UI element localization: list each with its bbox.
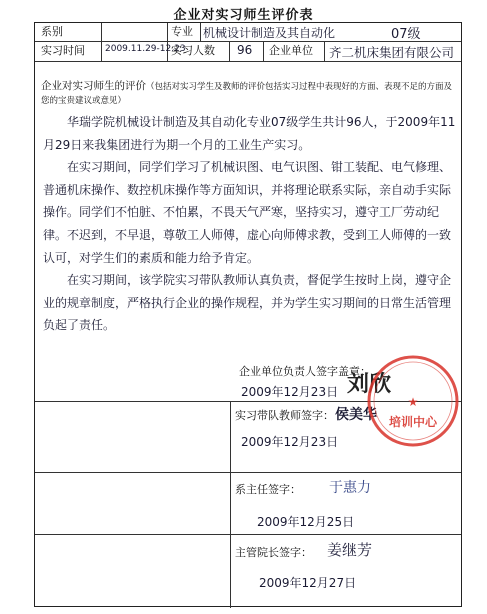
evaluation-form	[34, 22, 462, 607]
row-divider	[35, 472, 461, 473]
dept-head-date: 2009年12月25日	[257, 515, 355, 529]
col-divider	[167, 23, 168, 41]
col-divider	[101, 23, 102, 61]
dean-date: 2009年12月27日	[259, 576, 357, 590]
company-label: 企业单位	[269, 44, 313, 57]
company-date: 2009年12月23日	[241, 385, 339, 399]
col-divider	[230, 401, 231, 608]
major-label: 专业	[171, 25, 193, 38]
dept-head-label: 系主任签字：	[235, 483, 301, 496]
comment-paragraph: 在实习期间，该学院实习带队教师认真负责，督促学生按时上岗，遵守企业的规章制度，严格执行企业的操作规程，并为学生实习期间的日常生活管理负起了责任。	[43, 273, 452, 333]
evaluation-heading-title: 企业对实习师生的评价	[41, 80, 146, 92]
major-value: 机械设计制造及其自动化	[203, 26, 336, 40]
dean-signature: 姜继芳	[327, 541, 373, 559]
evaluation-heading-note: （包括对实习学生及教师的评价包括实习过程中表现好的方面、表现不足的方面及您的宝贵建议或意见）	[41, 82, 453, 106]
evaluation-heading	[41, 80, 457, 108]
company-signature: 刘欣	[347, 372, 392, 397]
stamp-text: 培训中心	[388, 415, 438, 429]
dept-head-signature: 于惠力	[329, 480, 371, 496]
row-divider	[35, 534, 461, 535]
col-divider	[229, 41, 230, 61]
period-value: 2009.11.29-12.23	[105, 44, 186, 54]
teacher-signature: 侯美华	[335, 407, 377, 423]
teacher-date: 2009年12月23日	[241, 435, 339, 449]
grade-value: 07级	[391, 27, 421, 42]
evaluation-comment	[43, 111, 457, 337]
company-value: 齐二机床集团有限公司	[329, 45, 455, 60]
count-value: 96	[237, 43, 253, 57]
page-title: 企业对实习师生评价表	[173, 8, 314, 23]
count-label: 实习人数	[171, 44, 215, 57]
col-divider	[263, 41, 264, 61]
svg-text:★: ★	[407, 395, 419, 409]
dean-label: 主管院长签字：	[235, 546, 312, 559]
row-divider	[35, 61, 461, 62]
comment-paragraph: 华瑞学院机械设计制造及其自动化专业07级学生共计96人，于2009年11月29日来我集团进行为期一个月的工业生产实习。	[43, 115, 456, 152]
comment-paragraph: 在实习期间，同学们学习了机械识图、电气识图、钳工装配、电气修理、普通机床操作、数控机床操作等方面知识，并将理论联系实际，亲自动手实际操作。同学们不怕脏、不怕累，不畏天气严寒，坚持实习，遵守工厂劳动纪律。不迟到，不早退，尊敬工人师傅，虚心向师傅求教，受到工人师傅的一致认可，对学生们的素质和能力给予肯定。	[43, 160, 452, 265]
col-divider	[200, 23, 201, 41]
company-stamp	[363, 351, 463, 451]
company-sign-label: 企业单位负责人签字盖章：	[239, 365, 371, 378]
dept-label: 系别	[41, 25, 63, 38]
col-divider	[324, 41, 325, 61]
period-label: 实习时间	[41, 44, 85, 57]
teacher-sign-label: 实习带队教师签字：	[235, 409, 334, 422]
